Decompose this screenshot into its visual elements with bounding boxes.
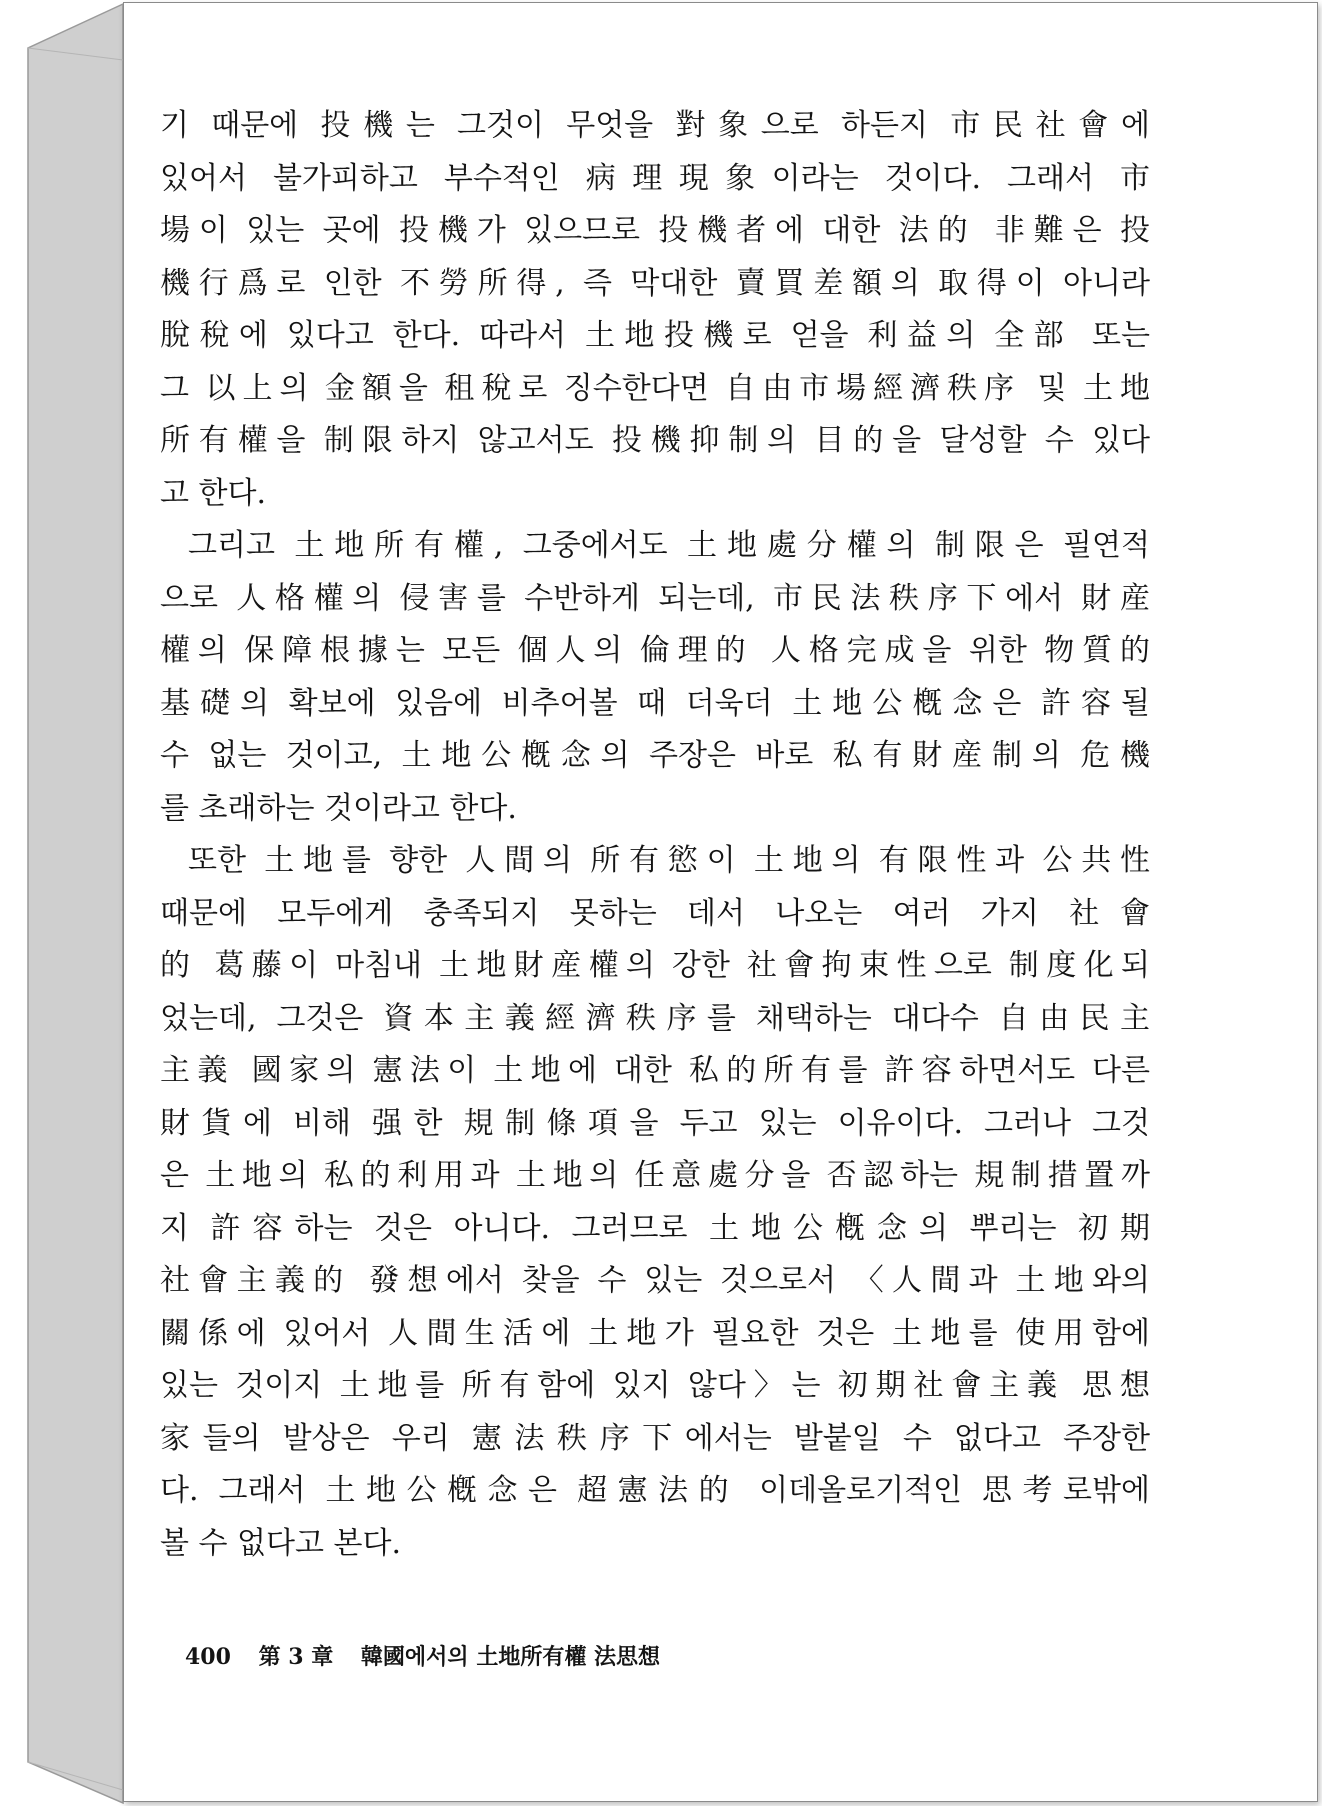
text-line: 基礎의 확보에 있음에 비추어볼 때 더욱더 土地公槪念은 許容될	[160, 685, 1150, 721]
page-number: 400	[185, 1644, 231, 1670]
chapter-label: 第 3 章	[258, 1644, 334, 1670]
text-line: 關係에 있어서 人間生活에 土地가 필요한 것은 土地를 使用함에	[160, 1315, 1150, 1351]
text-line: 그리고 土地所有權, 그중에서도 土地處分權의 制限은 필연적	[188, 528, 1150, 563]
text-line: 社會主義的 發想에서 찾을 수 있는 것으로서 〈人間과 土地와의	[160, 1263, 1150, 1298]
text-line: 그 以上의 金額을 租稅로 징수한다면 自由市場經濟秩序 및 土地	[160, 370, 1150, 406]
page-footer	[185, 1640, 680, 1671]
text-line: 은 土地의 私的利用과 土地의 任意處分을 否認하는 規制措置까	[160, 1158, 1150, 1193]
text-line: 場이 있는 곳에 投機가 있으므로 投機者에 대한 法的 非難은 投	[160, 213, 1150, 248]
text-line: 財貨에 비해 强한 規制條項을 두고 있는 이유이다. 그러나 그것	[160, 1105, 1150, 1141]
text-line: 脫稅에 있다고 한다. 따라서 土地投機로 얻을 利益의 全部 또는	[160, 318, 1150, 353]
text-line: 機行爲로 인한 不勞所得, 즉 막대한 賣買差額의 取得이 아니라	[160, 265, 1150, 301]
text-line: 었는데, 그것은 資本主義經濟秩序를 채택하는 대다수 自由民主	[160, 1000, 1150, 1036]
chapter-title: 韓國에서의 土地所有權 法思想	[360, 1644, 660, 1670]
page-body-text	[160, 100, 1150, 1570]
text-line: 權의 保障根據는 모든 個人의 倫理的 人格完成을 위한 物質的	[160, 633, 1150, 668]
text-line: 으로 人格權의 侵害를 수반하게 되는데, 市民法秩序下에서 財産	[160, 580, 1150, 616]
text-line: 主義 國家의 憲法이 土地에 대한 私的所有를 許容하면서도 다른	[160, 1053, 1150, 1088]
text-line: 볼 수 없다고 본다.	[160, 1525, 402, 1561]
text-line: 수 없는 것이고, 土地公槪念의 주장은 바로 私有財産制의 危機	[160, 738, 1150, 773]
text-line: 또한 土地를 향한 人間의 所有慾이 土地의 有限性과 公共性	[188, 843, 1150, 878]
text-line: 所有權을 制限하지 않고서도 投機抑制의 目的을 달성할 수 있다	[160, 423, 1150, 458]
text-line: 를 초래하는 것이라고 한다.	[160, 790, 517, 826]
text-line: 있는 것이지 土地를 所有함에 있지 않다〉는 初期社會主義 思想	[160, 1368, 1150, 1403]
book-spine	[0, 0, 130, 1806]
text-line: 的 葛藤이 마침내 土地財産權의 강한 社會拘束性으로 制度化되	[160, 948, 1150, 983]
text-line: 家들의 발상은 우리 憲法秩序下에서는 발붙일 수 없다고 주장한	[160, 1420, 1150, 1456]
text-line: 때문에 모두에게 충족되지 못하는 데서 나오는 여러 가지 社會	[160, 895, 1150, 931]
text-line: 고 한다.	[160, 475, 267, 511]
text-line: 기 때문에 投機는 그것이 무엇을 對象으로 하든지 市民社會에	[160, 108, 1150, 143]
text-line: 있어서 불가피하고 부수적인 病理現象이라는 것이다. 그래서 市	[160, 160, 1150, 196]
text-line: 다. 그래서 土地公槪念은 超憲法的 이데올로기적인 思考로밖에	[160, 1473, 1150, 1508]
text-line: 지 許容하는 것은 아니다. 그러므로 土地公槪念의 뿌리는 初期	[160, 1210, 1150, 1246]
